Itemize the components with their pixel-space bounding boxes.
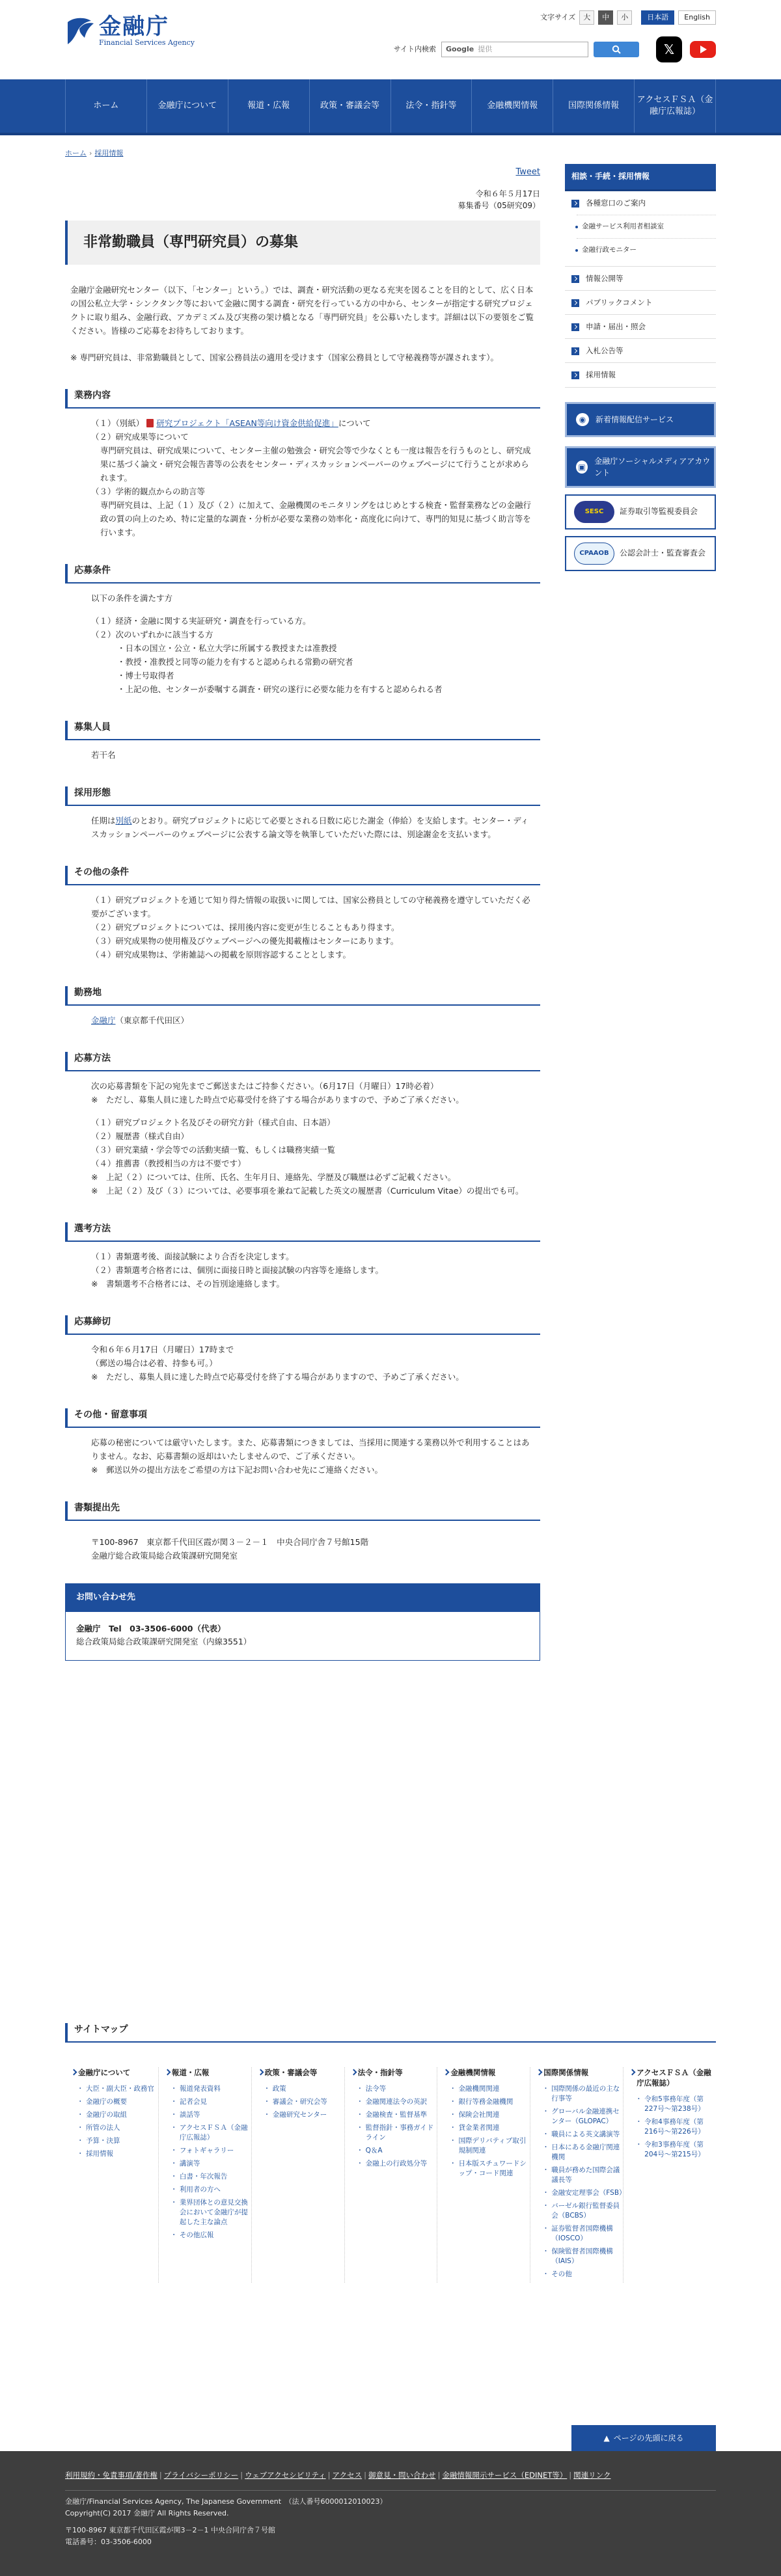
section-title: 選考方法 bbox=[65, 1222, 540, 1242]
sidebar-item-label: 申請・届出・照会 bbox=[586, 322, 646, 332]
sitemap-link[interactable]: ・ Q＆A bbox=[361, 2146, 437, 2156]
footer-link[interactable]: 関連リンク bbox=[573, 2471, 611, 2480]
list-item: （３）研究成果物の使用権及びウェブページへの優先掲載権はセンターにあります。 bbox=[91, 935, 399, 946]
section-title: 応募方法 bbox=[65, 1052, 540, 1071]
global-nav bbox=[0, 79, 781, 135]
site-footer bbox=[0, 2451, 781, 2576]
sitemap-link[interactable]: ・ 法令等 bbox=[361, 2084, 437, 2094]
sidebar-item-windows[interactable] bbox=[565, 191, 716, 267]
headcount-text: 若干名 bbox=[91, 749, 116, 760]
footer-agency: 金融庁/Financial Services Agency, The Japanese Government （法人番号6000012010023） bbox=[65, 2497, 387, 2506]
requirements-item-1: （１）経済・金融に関する実証研究・調査を行っている方。 bbox=[91, 615, 311, 626]
contact-box bbox=[65, 1583, 540, 1661]
section-title: 採用形態 bbox=[65, 786, 540, 806]
contact-title: お問い合わせ先 bbox=[66, 1584, 540, 1612]
requirements-intro: 以下の条件を満たす方 bbox=[91, 593, 173, 603]
sitemap-link[interactable]: ・ 利用者の方へ bbox=[174, 2185, 251, 2195]
fsa-logo[interactable] bbox=[65, 14, 195, 47]
section-other-conditions bbox=[65, 866, 540, 961]
sitemap-column bbox=[530, 2067, 626, 2283]
footer-link-separator: | bbox=[364, 2471, 367, 2480]
sitemap-link[interactable]: ・ 令和3事務年度（第204号〜第215号） bbox=[639, 2140, 716, 2160]
sitemap-link[interactable]: ・ アクセスＦＳＡ（金融庁広報誌） bbox=[174, 2123, 251, 2143]
gnav-policy[interactable]: 政策・審議会等 bbox=[309, 79, 390, 133]
lang-ja-button[interactable]: 日本語 bbox=[641, 10, 674, 25]
sitemap-link[interactable]: ・ 令和4事務年度（第216号〜第226号） bbox=[639, 2117, 716, 2137]
sitemap-link[interactable]: ・ 証券監督者国際機構（IOSCO） bbox=[546, 2224, 623, 2244]
page-top-button[interactable] bbox=[571, 2425, 716, 2451]
sitemap-link[interactable]: ・ 保険会社関連 bbox=[453, 2110, 530, 2120]
sitemap-column-title[interactable]: アクセスＦＳＡ（金融庁広報誌） bbox=[630, 2067, 716, 2088]
publish-date: 令和６年５月17日 bbox=[475, 189, 540, 198]
location-text: （東京都千代田区） bbox=[115, 1015, 189, 1025]
address-line: 〒100-8967 東京都千代田区霞が関３－２－１ 中央合同庁舎７号館15階 bbox=[91, 1536, 369, 1547]
banner-label: 新着情報配信サービス bbox=[596, 414, 674, 424]
sitemap bbox=[65, 2067, 716, 2283]
apply-note: ※ ただし、募集人員に達した時点で応募受付を終了する場合がありますので、予めご了承ください。 bbox=[91, 1094, 464, 1105]
footer-link[interactable]: プライバシーポリシー bbox=[163, 2471, 239, 2480]
duties-item-2-text: 専門研究員は、研究成果について、センター主催の勉強会・研究会等で少なくとも一度は報告を行うものとし、研究成果に基づく論文・研究会報告書等の公表をセンター・ディスカッションペーパーのウェブページにて行うことが求められます。 bbox=[100, 445, 531, 483]
sitemap-link[interactable]: ・ フォトギャラリー bbox=[174, 2146, 251, 2156]
duties-item-2: （２）研究成果等について bbox=[91, 431, 189, 442]
list-item: （３）研究業績・学会等での活動実績一覧、もしくは職務実績一覧 bbox=[91, 1144, 336, 1155]
chevron-right-icon bbox=[571, 323, 579, 331]
sitemap-column-title[interactable]: 法令・指針等 bbox=[351, 2067, 437, 2078]
apply-note: ※ 上記（２）については、住所、氏名、生年月日、連絡先、学歴及び職歴は必ずご記載ください。 bbox=[91, 1172, 456, 1182]
sitemap-link[interactable]: ・ 職員が務めた国際会議議長等 bbox=[546, 2166, 623, 2185]
section-title: その他の条件 bbox=[65, 866, 540, 885]
duties-item-3-text: 専門研究員は、上記（１）及び（２）に加えて、金融機関のモニタリングをはじめとする検査・監督業務などの金融行政の質の向上のため、特に定量的な調査・分析が必要な業務の効率化・高度化に向けて、専門的知見に基づく助言等を行います。 bbox=[100, 500, 532, 537]
footer-link-separator: | bbox=[327, 2471, 331, 2480]
sidebar-item-label: 入札公告等 bbox=[586, 346, 623, 356]
sidebar-title: 相談・手続・採用情報 bbox=[565, 164, 716, 191]
section-title: 募集人員 bbox=[65, 721, 540, 740]
section-headcount bbox=[65, 721, 540, 762]
section-title: その他・留意事項 bbox=[65, 1408, 540, 1428]
logo-english: Financial Services Agency bbox=[99, 38, 195, 47]
sitemap-column bbox=[437, 2067, 530, 2283]
lang-en-button[interactable]: English bbox=[678, 10, 716, 25]
sitemap-link[interactable]: ・ 金融上の行政処分等 bbox=[361, 2159, 437, 2169]
intro bbox=[65, 265, 540, 364]
font-size-label: 文字サイズ bbox=[540, 13, 576, 22]
share-icon: ▣ bbox=[576, 461, 588, 474]
pdf-icon bbox=[146, 419, 154, 427]
site-search bbox=[394, 42, 639, 57]
sitemap-column-title[interactable]: 金融庁について bbox=[72, 2067, 158, 2078]
section-submission-address bbox=[65, 1501, 540, 1563]
notes-note: ※ 郵送以外の提出方法をご希望の方は下記お問い合わせ先にご連絡ください。 bbox=[91, 1464, 383, 1475]
section-duties bbox=[65, 389, 540, 539]
sitemap-link[interactable]: ・ 国際関係の最近の主な行事等 bbox=[546, 2084, 623, 2104]
address-dept: 金融庁総合政策局総合政策課研究開発室 bbox=[91, 1550, 238, 1561]
footer-link[interactable]: 御意見・問い合わせ bbox=[368, 2471, 436, 2480]
sidebar-item-label: 情報公開等 bbox=[586, 273, 623, 283]
page-top-label: ページの先頭に戻る bbox=[613, 2433, 684, 2443]
sitemap-link[interactable]: ・ 報道発表資料 bbox=[174, 2084, 251, 2094]
intro-note: ※ 専門研究員は、非常勤職員として、国家公務員法の適用を受けます（国家公務員として守秘義務等が課されます）。 bbox=[70, 352, 499, 362]
social-links bbox=[656, 36, 716, 62]
intro-text: 金融庁金融研究センター（以下、「センター」という。）では、調査・研究活動の更なる充実を図ることを目的として、広く日本の国公私立大学・シンクタンク等において金融に関する調査・研究を行っている方の中から、センターが指定する研究プロジェクトに取り組み、金融行政、アカデミズム及び実務の架け橋となる「専門研究員」を公募いたします。詳細は以下の要領をご覧ください。皆様のご応募をお待ちしております。 bbox=[70, 284, 534, 336]
social-media-banner[interactable] bbox=[565, 446, 716, 488]
list-item: ・ 教授・准教授と同等の能力を有すると認められる常勤の研究者 bbox=[117, 655, 535, 669]
recruit-number: 募集番号（05研究09） bbox=[458, 200, 540, 210]
sitemap-link[interactable]: ・ 保険監督者国際機構（IAIS） bbox=[546, 2247, 623, 2266]
footer-link[interactable]: 利用規約・免責事項/著作権 bbox=[65, 2471, 158, 2480]
section-how-to-apply bbox=[65, 1052, 540, 1198]
section-title: 業務内容 bbox=[65, 389, 540, 409]
footer-copyright: Copyright(C) 2017 金融庁 All Rights Reserved. bbox=[65, 2509, 229, 2517]
font-size-medium-button[interactable]: 中 bbox=[598, 10, 613, 25]
section-selection bbox=[65, 1222, 540, 1291]
tweet-link[interactable]: Tweet bbox=[515, 167, 540, 177]
footer-link[interactable]: アクセス bbox=[332, 2471, 363, 2480]
form-text-post: のとおり。研究プロジェクトに応じて必要とされる日数に応じた謝金（俸給）を支給します。センター・ディスカッションペーパーのウェブページに公表する論文等を執筆していただいた際には、別途謝金を支払います。 bbox=[91, 815, 529, 839]
sitemap-link[interactable]: ・ 金融関連法令の英訳 bbox=[361, 2097, 437, 2107]
list-item: （４）研究成果物は、学術雑誌への掲載を原則容認することとします。 bbox=[91, 949, 351, 959]
sidebar-item-application[interactable] bbox=[565, 315, 716, 339]
sitemap-link[interactable]: ・ 金融庁の概要 bbox=[81, 2097, 158, 2107]
sitemap-link[interactable]: ・ 令和5事務年度（第227号〜第238号） bbox=[639, 2095, 716, 2114]
apply-intro: 次の応募書類を下記の宛先までご郵送またはご持参ください。（6月17日（月曜日）17時必着） bbox=[91, 1080, 439, 1091]
gnav-access-fsa[interactable]: アクセスＦＳＡ（金融庁広報誌） bbox=[634, 79, 716, 133]
form-text-pre: 任期は bbox=[91, 815, 116, 825]
sitemap-link[interactable]: ・ 予算・決算 bbox=[81, 2136, 158, 2146]
search-button[interactable] bbox=[594, 42, 639, 57]
list-item: （４）推薦書（教授相当の方は不要です） bbox=[91, 1158, 246, 1168]
sitemap-link[interactable]: ・ 金融機関関連 bbox=[453, 2084, 530, 2094]
sitemap-link[interactable]: ・ 業界団体との意見交換会において金融庁が提起した主な論点 bbox=[174, 2198, 251, 2227]
footer-link[interactable]: ウェブアクセシビリティ bbox=[245, 2471, 326, 2480]
sitemap-link[interactable]: ・ 国際デリバティブ取引規制関連 bbox=[453, 2136, 530, 2156]
youtube-icon[interactable] bbox=[690, 36, 716, 62]
sitemap-link[interactable]: ・ 大臣・副大臣・政務官 bbox=[81, 2084, 158, 2094]
chevron-right-icon bbox=[571, 347, 579, 355]
rss-icon: ◉ bbox=[576, 413, 589, 426]
breadcrumb: ホーム › 採用情報 bbox=[65, 149, 124, 157]
section-notes bbox=[65, 1408, 540, 1477]
contact-tel: 金融庁 Tel 03-3506-6000（代表） bbox=[76, 1623, 226, 1633]
sitemap-link[interactable]: ・ バーゼル銀行監督委員会（BCBS） bbox=[546, 2201, 623, 2221]
duties-item-1-suffix: について bbox=[338, 418, 371, 428]
footer-link-separator: | bbox=[159, 2471, 162, 2480]
banner-label: 公認会計士・監査審査会 bbox=[620, 548, 706, 557]
duties-item-3: （３）学術的観点からの助言等 bbox=[91, 486, 206, 496]
sitemap-column bbox=[623, 2067, 716, 2283]
sitemap-link[interactable]: ・ 日本版スチュワードシップ・コード関連 bbox=[453, 2159, 530, 2179]
list-item: ・ 上記の他、センターが委嘱する調査・研究の遂行に必要な能力を有すると認められる者 bbox=[117, 682, 535, 696]
footer-link-separator: | bbox=[437, 2471, 441, 2480]
sitemap-column-title[interactable]: 政策・審議会等 bbox=[258, 2067, 344, 2078]
list-item: ・ 日本の国立・公立・私立大学に所属する教授または准教授 bbox=[117, 641, 535, 655]
sitemap-link[interactable]: ・ 貸金業者関連 bbox=[453, 2123, 530, 2133]
cpaaob-banner[interactable] bbox=[565, 536, 716, 571]
list-item: （２）研究プロジェクトについては、採用後内容に変更が生じることもあり得ます。 bbox=[91, 922, 400, 932]
requirements-item-2: （２）次のいずれかに該当する方 bbox=[91, 629, 213, 639]
section-title: 勤務地 bbox=[65, 986, 540, 1006]
list-item: （２）書類選考合格者には、個別に面接日時と面接試験の内容等を連絡します。 bbox=[91, 1265, 384, 1275]
section-title: 応募締切 bbox=[65, 1315, 540, 1335]
google-label: Google bbox=[446, 45, 474, 54]
sidebar-item-label: 各種窓口のご案内 bbox=[586, 198, 646, 208]
footer-link-separator: | bbox=[240, 2471, 243, 2480]
section-location bbox=[65, 986, 540, 1027]
list-item: （２）履歴書（様式自由） bbox=[91, 1131, 189, 1141]
footer-links bbox=[65, 2469, 716, 2491]
chevron-right-icon bbox=[571, 275, 579, 283]
list-item: ・ 博士号取得者 bbox=[117, 669, 535, 682]
sitemap-column-title[interactable]: 報道・広報 bbox=[165, 2067, 251, 2078]
utility-bar bbox=[540, 10, 716, 25]
banner-label: 金融庁ソーシャルメディアアカウント bbox=[594, 456, 711, 477]
gnav-institutions[interactable]: 金融機関情報 bbox=[471, 79, 553, 133]
sitemap-link[interactable]: ・ 日本にある金融庁関連機関 bbox=[546, 2143, 623, 2162]
sidebar-subitem-monitor[interactable]: 金融行政モニター bbox=[577, 238, 716, 261]
chevron-right-icon bbox=[571, 200, 579, 208]
deadline-note: ※ ただし、募集人員に達した時点で応募受付を終了する場合がありますので、予めご了承ください。 bbox=[91, 1371, 464, 1382]
site-search-label: サイト内検索 bbox=[393, 45, 436, 54]
project-link[interactable]: 研究プロジェクト「ASEAN等向け資金供給促進」 bbox=[156, 418, 338, 428]
sitemap-link[interactable]: ・ その他広報 bbox=[174, 2231, 251, 2240]
deadline-date: 令和６年６月17日（月曜日）17時まで bbox=[91, 1344, 234, 1354]
sitemap-link[interactable]: ・ 所管の法人 bbox=[81, 2123, 158, 2133]
sitemap-link[interactable]: ・ グローバル金融連携センター（GLOPAC） bbox=[546, 2107, 623, 2127]
search-icon bbox=[612, 45, 621, 54]
news-delivery-banner[interactable] bbox=[565, 402, 716, 437]
chevron-right-icon bbox=[571, 299, 579, 307]
breadcrumb-home[interactable]: ホーム bbox=[65, 149, 87, 157]
sitemap-column bbox=[251, 2067, 344, 2283]
sidebar-item-public-comment[interactable] bbox=[565, 291, 716, 315]
sitemap-link[interactable]: ・ 採用情報 bbox=[81, 2149, 158, 2159]
section-employment-form bbox=[65, 786, 540, 841]
sitemap-link[interactable]: ・ その他 bbox=[546, 2270, 623, 2279]
page-title: 非常勤職員（専門研究員）の募集 bbox=[65, 221, 540, 265]
font-size-large-button[interactable]: 大 bbox=[579, 10, 594, 25]
sesc-logo: SESC bbox=[574, 501, 614, 523]
x-twitter-icon[interactable]: 𝕏 bbox=[656, 36, 682, 62]
gnav-home[interactable]: ホーム bbox=[65, 79, 146, 133]
sidebar-item-label: パブリックコメント bbox=[586, 298, 653, 307]
sidebar-item-disclosure[interactable] bbox=[565, 267, 716, 291]
sitemap-link[interactable]: ・ 金融研究センター bbox=[267, 2110, 344, 2120]
section-title: 応募条件 bbox=[65, 564, 540, 584]
list-item: （１）研究プロジェクトを通じて知り得た情報の取扱いに関しては、国家公務員としての守秘義務を遵守していただく必要がございます。 bbox=[91, 894, 530, 919]
sitemap-link[interactable]: ・ 金融庁の取組 bbox=[81, 2110, 158, 2120]
font-size-small-button[interactable]: 小 bbox=[617, 10, 632, 25]
section-deadline bbox=[65, 1315, 540, 1384]
sitemap-link[interactable]: ・ 白書・年次報告 bbox=[174, 2172, 251, 2182]
sitemap-column-title[interactable]: 国際関係情報 bbox=[537, 2067, 623, 2078]
footer-link[interactable]: 金融情報開示サービス（EDINET等） bbox=[442, 2471, 568, 2480]
sitemap-title: サイトマップ bbox=[65, 2023, 716, 2043]
sidebar bbox=[565, 164, 716, 571]
sitemap-link[interactable]: ・ 職員による英文講演等 bbox=[546, 2130, 623, 2140]
sitemap-link[interactable]: ・ 政策 bbox=[267, 2084, 344, 2094]
footer-tel: 電話番号：03-3506-6000 bbox=[65, 2538, 152, 2546]
section-title: 書類提出先 bbox=[65, 1501, 540, 1521]
duties-item-1-prefix: （１）（別紙） bbox=[91, 418, 144, 428]
section-requirements bbox=[65, 564, 540, 696]
main-content bbox=[65, 165, 540, 1661]
sitemap-column-title[interactable]: 金融機関情報 bbox=[444, 2067, 530, 2078]
gnav-press[interactable]: 報道・広報 bbox=[228, 79, 309, 133]
sitemap-link[interactable]: ・ 銀行等務金融機関 bbox=[453, 2097, 530, 2107]
search-input[interactable] bbox=[441, 42, 588, 57]
sitemap-link[interactable]: ・ 記者会見 bbox=[174, 2097, 251, 2107]
list-item: （１）研究プロジェクト名及びその研究方針（様式自由、日本語） bbox=[91, 1117, 335, 1127]
notes-text: 応募の秘密については厳守いたします。また、応募書類につきましては、当採用に関連する業務以外で利用することはありません。なお、応募書類の返却はいたしませんので、ご了承ください。 bbox=[91, 1437, 530, 1461]
breadcrumb-recruit[interactable]: 採用情報 bbox=[94, 149, 124, 157]
sesc-banner[interactable] bbox=[565, 494, 716, 530]
gnav-about[interactable]: 金融庁について bbox=[146, 79, 228, 133]
logo-japanese: 金融庁 bbox=[99, 14, 169, 40]
location-link[interactable]: 金融庁 bbox=[91, 1015, 116, 1025]
gnav-international[interactable]: 国際関係情報 bbox=[553, 79, 634, 133]
sitemap-link[interactable]: ・ 金融検査・監督基準 bbox=[361, 2110, 437, 2120]
footer-address: 〒100-8967 東京都千代田区霞が関3－2－1 中央合同庁舎７号館 bbox=[65, 2526, 275, 2534]
sitemap-column bbox=[158, 2067, 251, 2283]
sidebar-item-recruit[interactable] bbox=[565, 363, 716, 387]
chevron-right-icon bbox=[571, 371, 579, 379]
sitemap-link[interactable]: ・ 監督指針・事務ガイドライン bbox=[361, 2123, 437, 2143]
sidebar-subitem-consult[interactable]: 金融サービス利用者相談室 bbox=[577, 215, 716, 237]
sitemap-column bbox=[344, 2067, 437, 2283]
sidebar-item-bidding[interactable] bbox=[565, 339, 716, 363]
banner-label: 証券取引等監視委員会 bbox=[620, 507, 698, 516]
arrow-up-icon: ▲ bbox=[603, 2433, 610, 2443]
attachment-link[interactable]: 別紙 bbox=[115, 815, 132, 825]
search-placeholder: 提供 bbox=[478, 45, 493, 54]
contact-dept: 総合政策局総合政策課研究開発室（内線3551） bbox=[76, 1636, 252, 1646]
site-header bbox=[0, 0, 781, 79]
gnav-laws[interactable]: 法令・指針等 bbox=[390, 79, 472, 133]
sitemap-column bbox=[65, 2067, 158, 2283]
sitemap-link[interactable]: ・ 審議会・研究会等 bbox=[267, 2097, 344, 2107]
sitemap-link[interactable]: ・ 金融安定理事会（FSB） bbox=[546, 2188, 623, 2198]
sidebar-item-label: 採用情報 bbox=[586, 370, 616, 380]
selection-note: ※ 書類選考不合格者には、その旨別途連絡します。 bbox=[91, 1278, 284, 1289]
fsa-emblem-icon bbox=[65, 16, 95, 46]
apply-note: ※ 上記（２）及び（３）については、必要事項を兼ねて記載した英文の履歴書（Curriculum Vitae）の提出でも可。 bbox=[91, 1185, 524, 1196]
sitemap-link[interactable]: ・ 講演等 bbox=[174, 2159, 251, 2169]
footer-link-separator: | bbox=[569, 2471, 572, 2480]
sitemap-link[interactable]: ・ 談話等 bbox=[174, 2110, 251, 2120]
list-item: （１）書類選考後、面接試験により合否を決定します。 bbox=[91, 1251, 294, 1261]
deadline-condition: （郵送の場合は必着、持参も可。） bbox=[91, 1358, 217, 1368]
cpaaob-logo: CPAAOB bbox=[574, 543, 614, 565]
